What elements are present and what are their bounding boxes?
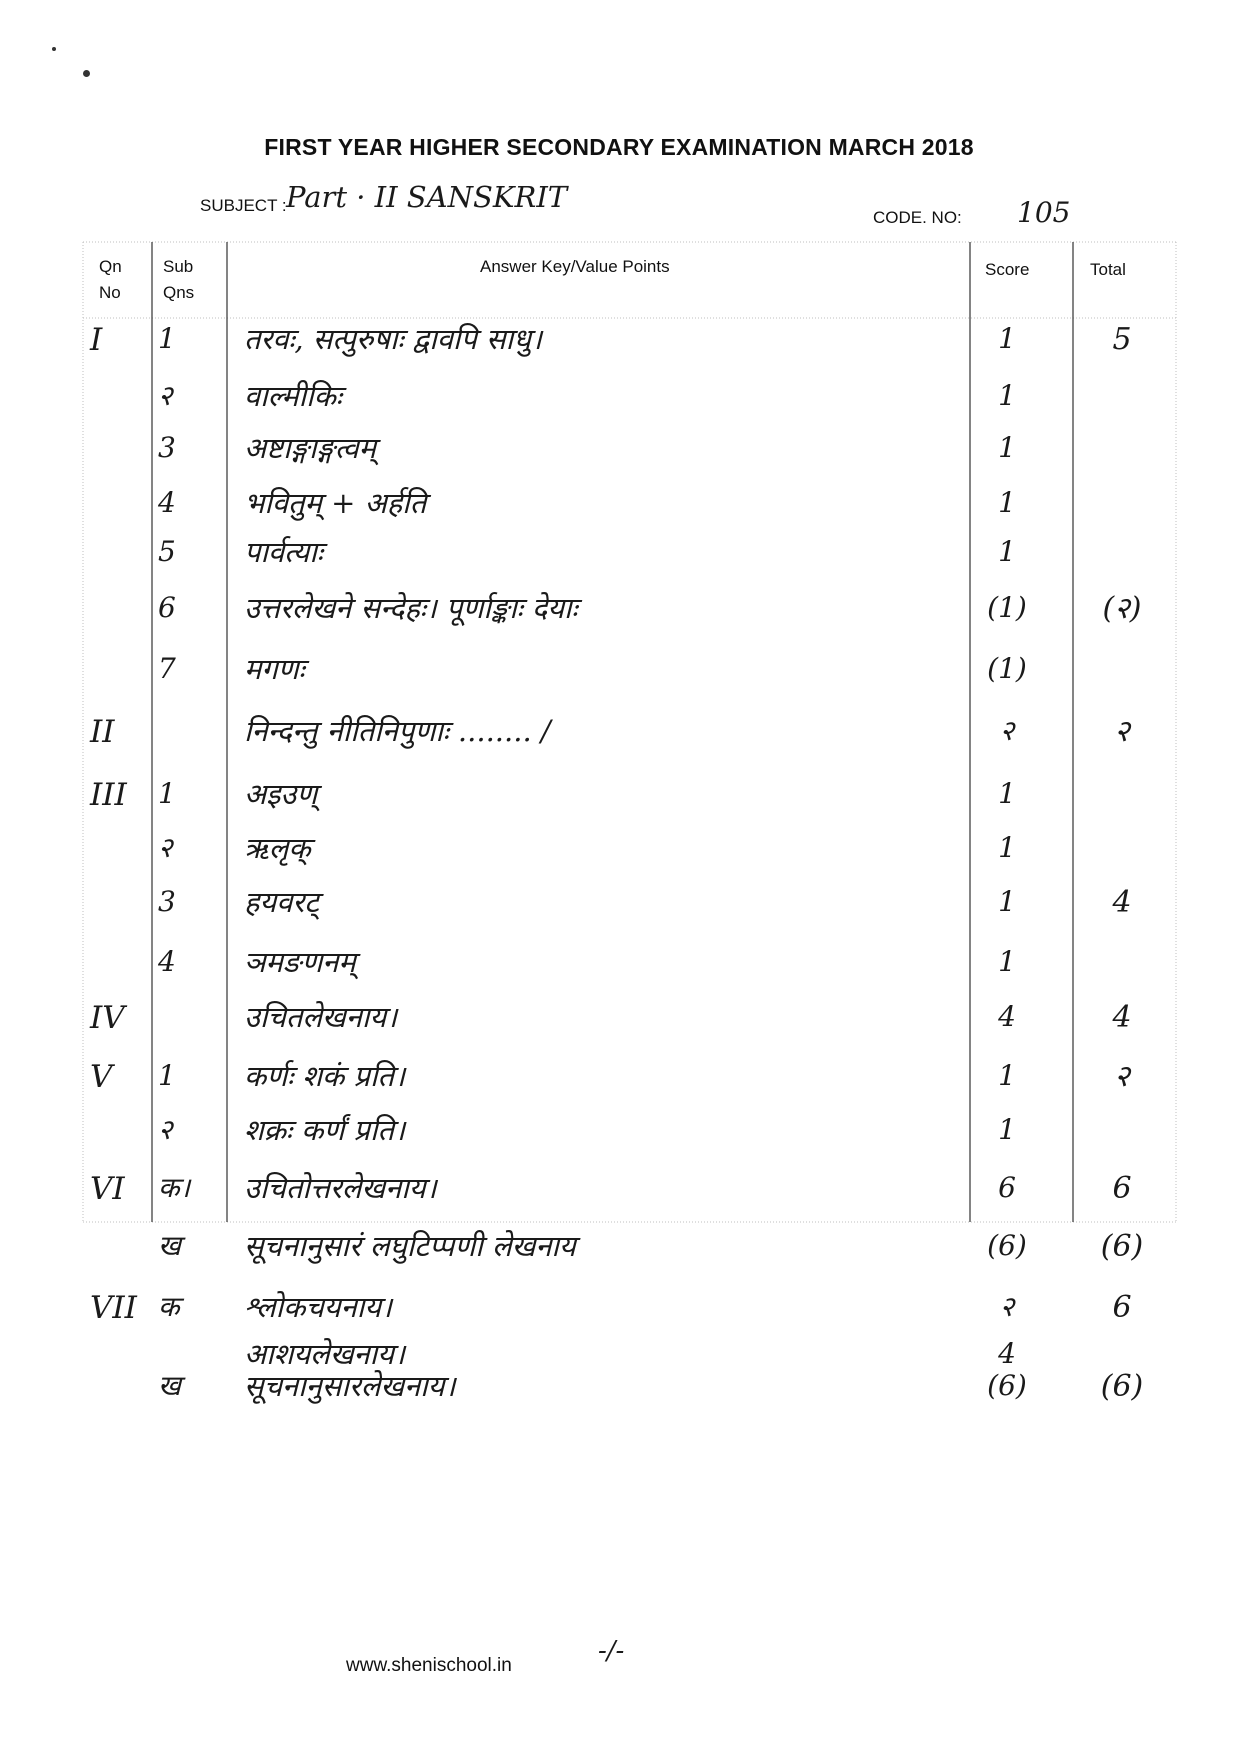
header-score: Score xyxy=(985,260,1030,279)
row-6-answer: उत्तरलेखने सन्देहः। पूर्णाङ्काः देयाः xyxy=(244,591,578,625)
header-sub-line1: Sub xyxy=(163,257,194,276)
row-6-total: (२) xyxy=(1102,591,1142,626)
row-4-sub: 4 xyxy=(158,486,176,519)
row-17-total: (6) xyxy=(1100,1229,1144,1264)
row-1-answer: तरवः, सत्पुरुषाः द्वावपि साधु। xyxy=(244,322,542,356)
subject-value: Part · II SANSKRIT xyxy=(286,180,568,214)
row-12-score: 1 xyxy=(998,945,1016,978)
row-7-sub: 7 xyxy=(158,652,176,685)
row-12-sub: 4 xyxy=(158,945,176,978)
row-5-score: 1 xyxy=(998,535,1016,568)
row-18-qn: VII xyxy=(90,1290,137,1326)
row-3-score: 1 xyxy=(998,431,1016,464)
row-11-score: 1 xyxy=(998,885,1016,918)
row-14-qn: V xyxy=(90,1059,113,1095)
row-9-answer: अइउण् xyxy=(244,777,318,811)
row-20-score: (6) xyxy=(987,1369,1027,1402)
code-value: 105 xyxy=(1017,196,1071,229)
row-16-score: 6 xyxy=(998,1171,1016,1204)
row-16-sub: क। xyxy=(158,1171,191,1204)
row-15-score: 1 xyxy=(998,1113,1016,1146)
row-7-answer: मगणः xyxy=(244,652,305,686)
row-9-score: 1 xyxy=(998,777,1016,810)
row-10-answer: ऋलृक् xyxy=(244,831,311,865)
row-5-sub: 5 xyxy=(158,535,176,568)
row-2-score: 1 xyxy=(998,379,1016,412)
row-15-sub: २ xyxy=(158,1113,173,1146)
row-20-total: (6) xyxy=(1100,1369,1144,1404)
row-6-score: (1) xyxy=(987,591,1027,624)
row-20-sub: ख xyxy=(158,1369,181,1402)
exam-title: FIRST YEAR HIGHER SECONDARY EXAMINATION MARCH 2018 xyxy=(264,134,974,160)
row-14-sub: 1 xyxy=(158,1059,176,1092)
row-8-qn: II xyxy=(90,714,115,750)
row-12-answer: ञमङणनम् xyxy=(244,945,356,979)
row-1-sub: 1 xyxy=(158,322,176,355)
row-17-score: (6) xyxy=(987,1229,1027,1262)
row-13-qn: IV xyxy=(90,1000,125,1036)
row-7-score: (1) xyxy=(987,652,1027,685)
row-1-score: 1 xyxy=(998,322,1016,355)
row-4-answer: भवितुम् + अर्हति xyxy=(244,486,427,520)
row-19-score: 4 xyxy=(998,1337,1016,1370)
row-16-answer: उचितोत्तरलेखनाय। xyxy=(244,1171,437,1205)
row-3-sub: 3 xyxy=(158,431,176,464)
subject-label: SUBJECT : xyxy=(200,196,287,215)
row-13-total: 4 xyxy=(1112,1000,1132,1035)
row-8-total: २ xyxy=(1114,714,1130,749)
row-4-score: 1 xyxy=(998,486,1016,519)
row-17-sub: ख xyxy=(158,1229,181,1262)
row-19-answer: आशयलेखनाय। xyxy=(244,1337,405,1371)
website-footer: www.shenischool.in xyxy=(346,1655,512,1676)
row-10-score: 1 xyxy=(998,831,1016,864)
row-8-answer: निन्दन्तु नीतिनिपुणाः ........ / xyxy=(244,714,551,748)
row-1-total: 5 xyxy=(1112,322,1132,357)
row-16-qn: VI xyxy=(90,1171,125,1207)
row-14-total: २ xyxy=(1114,1059,1130,1094)
row-2-sub: २ xyxy=(158,379,173,412)
code-label: CODE. NO: xyxy=(873,208,962,227)
row-8-score: २ xyxy=(999,714,1015,747)
header-sub-line2: Qns xyxy=(163,283,195,302)
row-9-sub: 1 xyxy=(158,777,176,810)
row-18-score: २ xyxy=(999,1290,1015,1323)
row-15-answer: शक्रः कर्णं प्रति। xyxy=(244,1113,406,1147)
row-9-qn: III xyxy=(90,777,127,813)
page-mark: -/- xyxy=(598,1636,625,1666)
row-2-answer: वाल्मीकिः xyxy=(244,379,342,413)
row-18-answer: श्लोकचयनाय। xyxy=(244,1290,393,1324)
header-total: Total xyxy=(1090,260,1126,279)
header-answer: Answer Key/Value Points xyxy=(480,257,670,276)
row-18-sub: क xyxy=(158,1290,180,1323)
row-6-sub: 6 xyxy=(158,591,176,624)
row-16-total: 6 xyxy=(1112,1171,1132,1206)
row-14-answer: कर्णः शकं प्रति। xyxy=(244,1059,406,1093)
row-14-score: 1 xyxy=(998,1059,1016,1092)
row-10-sub: २ xyxy=(158,831,173,864)
row-18-total: 6 xyxy=(1112,1290,1132,1325)
row-13-answer: उचितलेखनाय। xyxy=(244,1000,398,1034)
row-13-score: 4 xyxy=(998,1000,1016,1033)
row-17-answer: सूचनानुसारं लघुटिप्पणी लेखनाय xyxy=(244,1229,576,1263)
header-qn-line2: No xyxy=(99,283,121,302)
row-11-total: 4 xyxy=(1112,885,1132,920)
row-3-answer: अष्टाङ्गाङ्गत्वम् xyxy=(244,431,376,465)
row-1-qn: I xyxy=(90,322,103,358)
row-5-answer: पार्वत्याः xyxy=(244,535,323,569)
row-11-answer: हयवरट् xyxy=(244,885,319,919)
row-20-answer: सूचनानुसारलेखनाय। xyxy=(244,1369,456,1403)
row-11-sub: 3 xyxy=(158,885,176,918)
header-qn-line1: Qn xyxy=(99,257,122,276)
